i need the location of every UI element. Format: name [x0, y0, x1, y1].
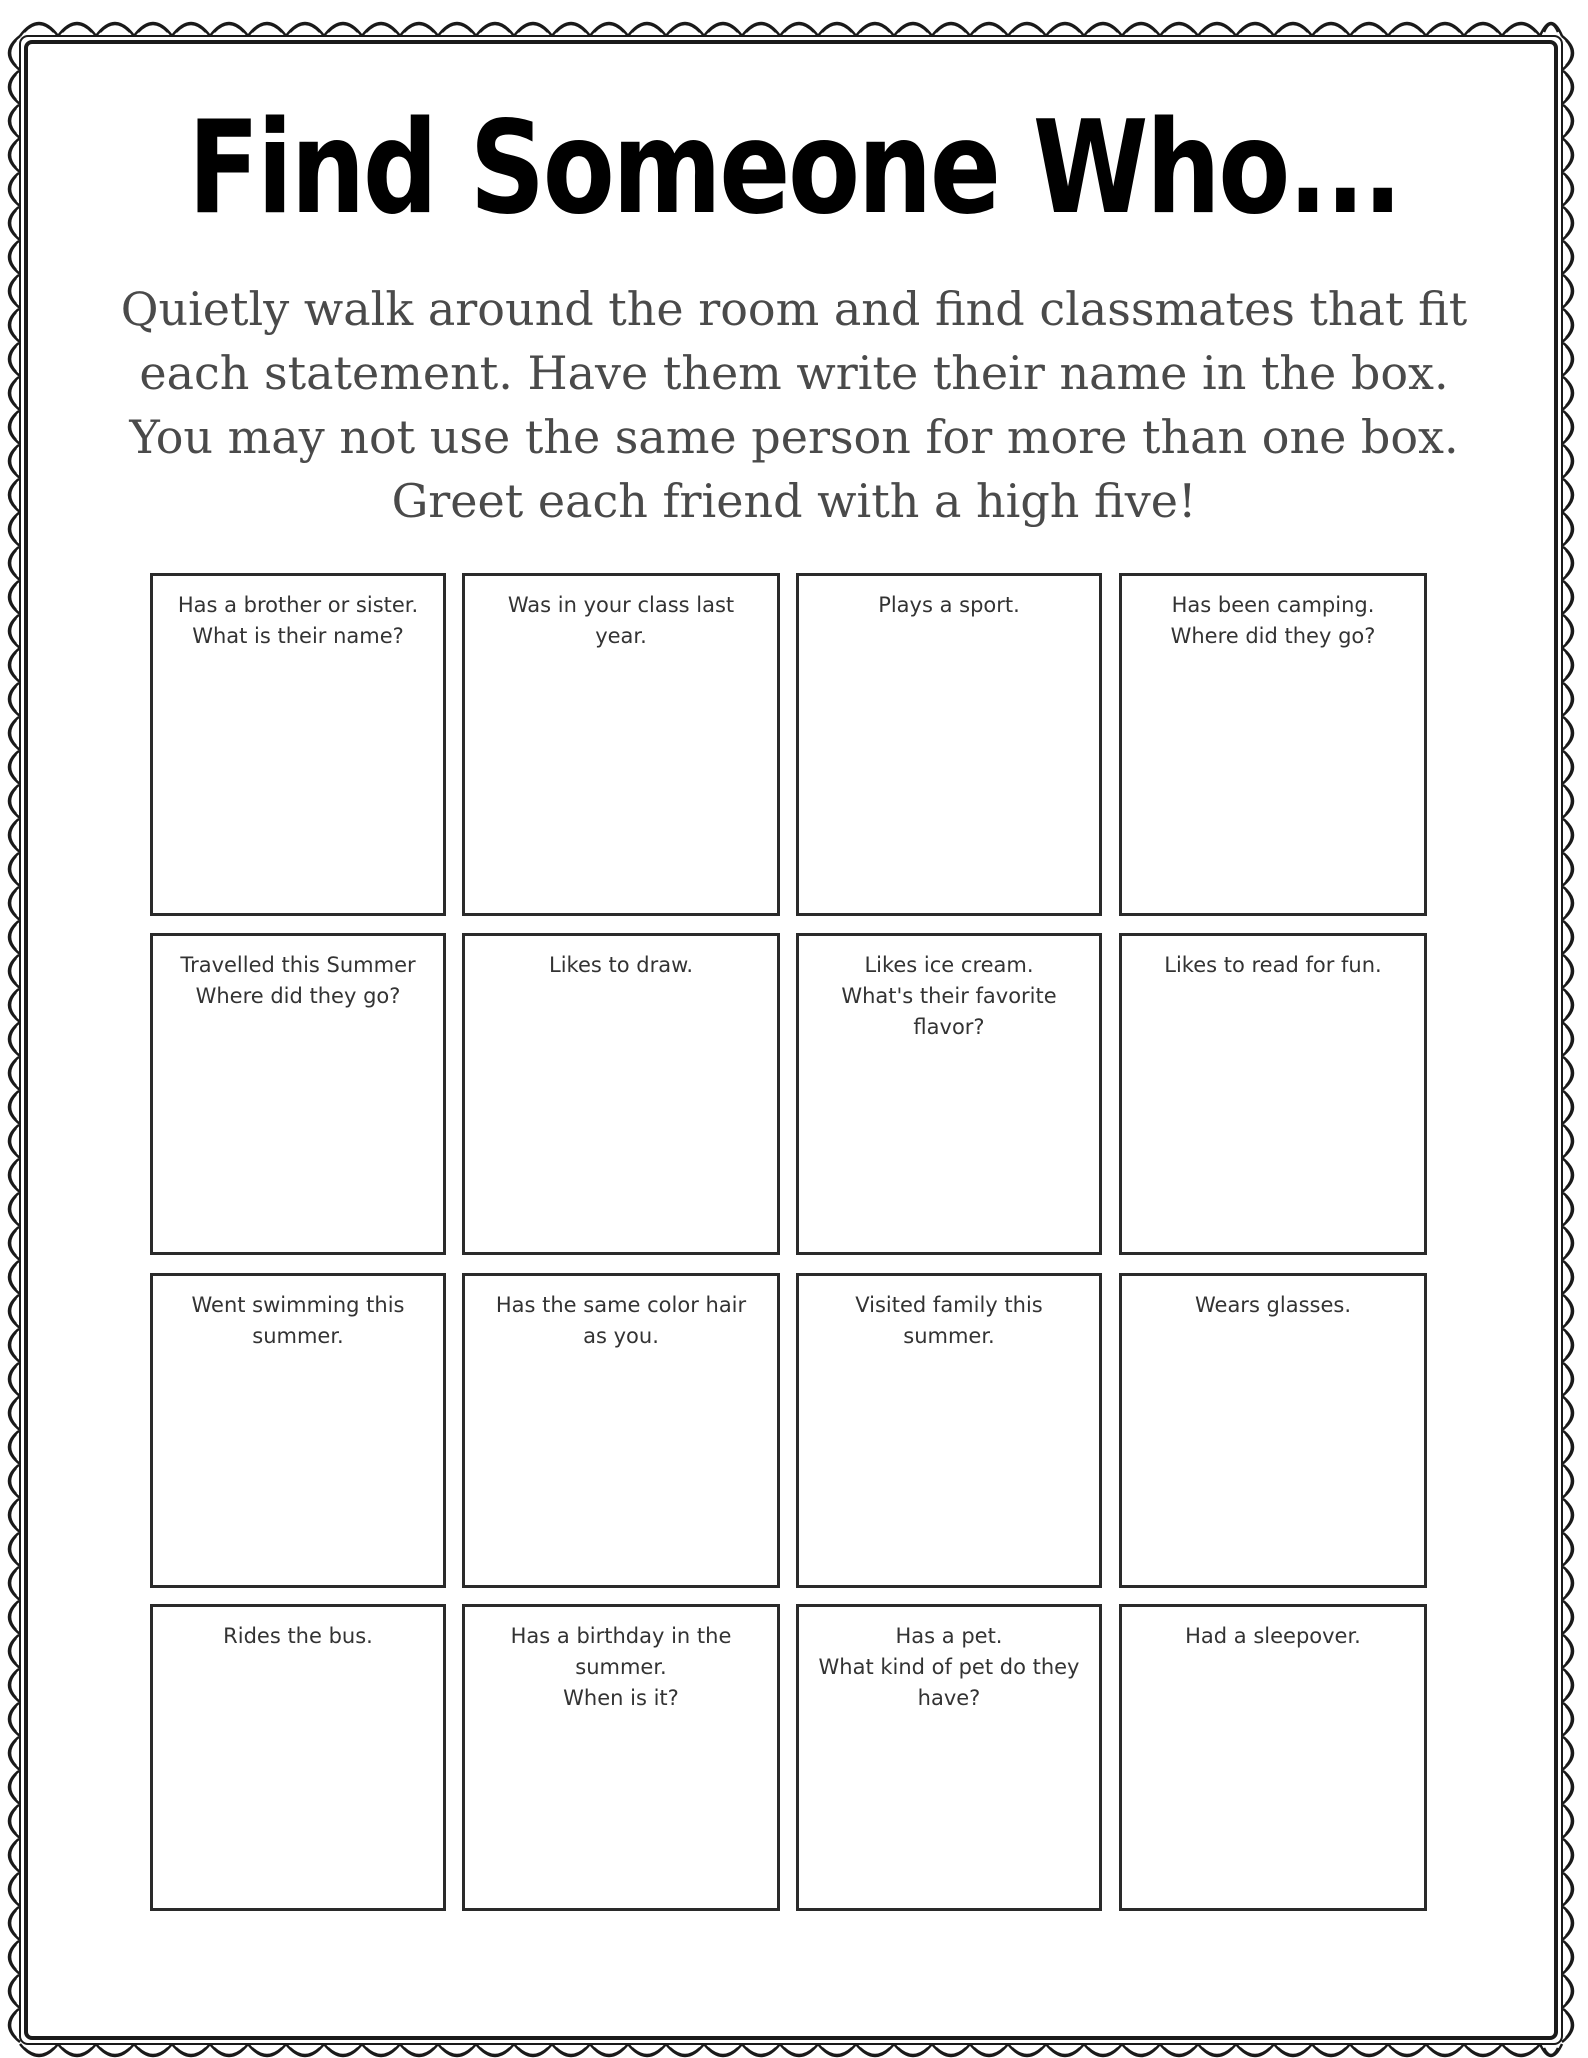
prompt-text: Has the same color hair as you.	[495, 1293, 747, 1348]
signature-box-glasses[interactable]	[1119, 1273, 1427, 1588]
prompt-text: Visited family this summer.	[855, 1293, 1043, 1348]
prompt-text: Likes ice cream. What's their favorite flavor?	[841, 953, 1057, 1039]
signature-box-same-hair[interactable]	[462, 1273, 780, 1588]
instructions-block	[0, 277, 1588, 533]
prompt-text: Was in your class last year.	[507, 593, 735, 648]
instruction-line: each statement. Have them write their name in the box.	[139, 346, 1449, 400]
signature-box-swimming[interactable]	[150, 1273, 446, 1588]
signature-box-brother-sister[interactable]	[150, 573, 446, 916]
prompt-text: Has a birthday in the summer. When is it?	[510, 1624, 732, 1710]
signature-box-summer-birthday[interactable]	[462, 1604, 780, 1911]
prompt-text: Travelled this Summer Where did they go?	[180, 953, 416, 1008]
signature-box-rides-bus[interactable]	[150, 1604, 446, 1911]
prompt-text: Wears glasses.	[1194, 1293, 1352, 1317]
prompt-text: Has a pet. What kind of pet do they have?	[818, 1624, 1080, 1710]
instruction-line: You may not use the same person for more than one box.	[129, 410, 1459, 464]
prompt-text: Likes to draw.	[549, 953, 693, 977]
signature-box-class-last-year[interactable]	[462, 573, 780, 916]
signature-box-plays-sport[interactable]	[796, 573, 1102, 916]
prompt-text: Has a brother or sister. What is their name?	[177, 593, 419, 648]
instruction-line: Quietly walk around the room and find classmates that fit	[120, 282, 1468, 336]
signature-box-sleepover[interactable]	[1119, 1604, 1427, 1911]
signature-box-ice-cream[interactable]	[796, 933, 1102, 1255]
signature-box-read-fun[interactable]	[1119, 933, 1427, 1255]
signature-box-likes-draw[interactable]	[462, 933, 780, 1255]
signature-box-visited-family[interactable]	[796, 1273, 1102, 1588]
prompt-text: Had a sleepover.	[1185, 1624, 1361, 1648]
prompt-text: Plays a sport.	[878, 593, 1020, 617]
page-title: Find Someone Who...	[187, 94, 1401, 243]
prompt-text: Has been camping. Where did they go?	[1170, 593, 1376, 648]
signature-box-travelled[interactable]	[150, 933, 446, 1255]
signature-box-has-pet[interactable]	[796, 1604, 1102, 1911]
signature-box-camping[interactable]	[1119, 573, 1427, 916]
instruction-line: Greet each friend with a high five!	[391, 474, 1197, 528]
prompt-text: Rides the bus.	[223, 1624, 373, 1648]
prompt-text: Likes to read for fun.	[1164, 953, 1382, 977]
prompt-text: Went swimming this summer.	[191, 1293, 405, 1348]
